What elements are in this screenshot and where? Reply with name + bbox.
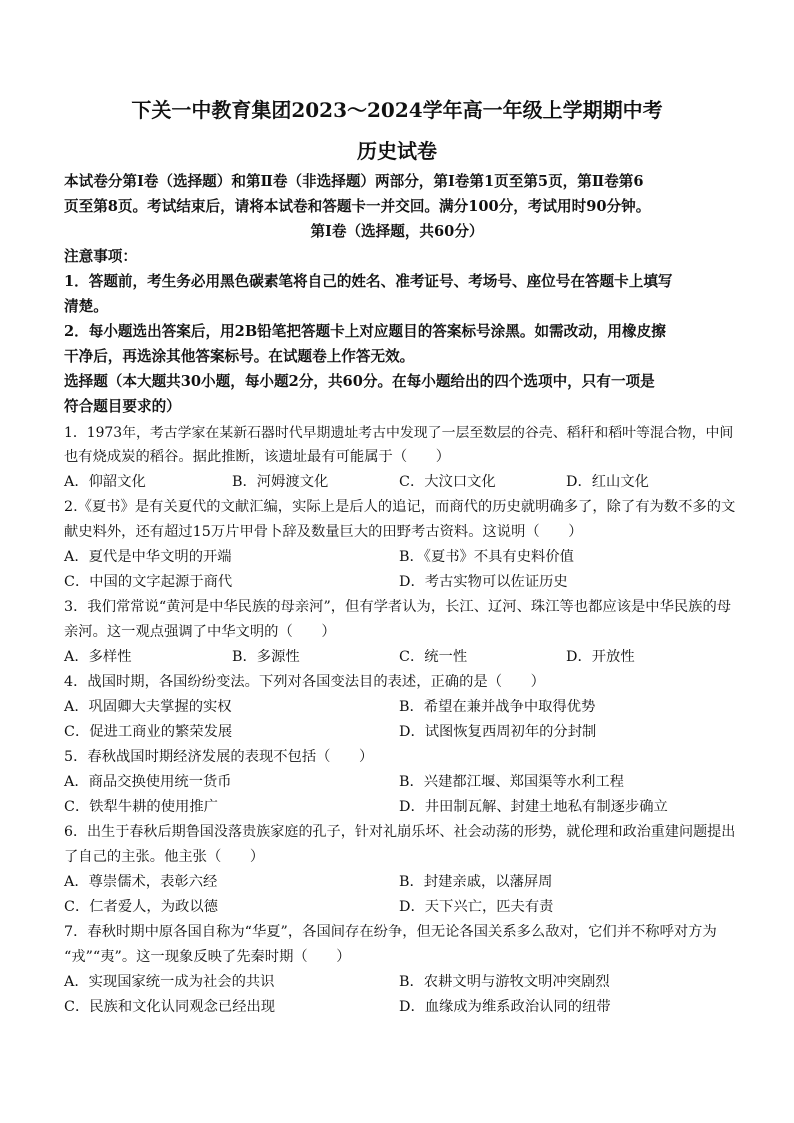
q3-option-b: B．多源性 — [232, 649, 300, 665]
q2-stem-line-2: 献史料外，还有超过15万片甲骨卜辞及数量巨大的田野考古资料。这说明（ ） — [64, 524, 583, 540]
q3-option-a: A．多样性 — [64, 649, 132, 665]
q7-option-c: C．民族和文化认同观念已经出现 — [64, 999, 276, 1015]
note-1-line-1: 1．答题前，考生务必用黑色碳素笔将自己的姓名、准考证号、考场号、座位号在答题卡上填写 — [64, 273, 673, 290]
q1-stem-line-1: 1．1973年，考古学家在某新石器时代早期遗址考古中发现了一层至数层的谷壳、稻秆和稻叶等混合物，中间 — [64, 425, 734, 441]
q5-option-b: B．兴建都江堰、郑国渠等水利工程 — [399, 774, 624, 790]
q6-option-a: A．尊崇儒术，表彰六经 — [64, 874, 218, 890]
section-line-2: 符合题目要求的） — [64, 398, 181, 415]
q2-option-b: B．《夏书》不具有史料价值 — [399, 549, 574, 565]
intro-line-2: 页至第8页。考试结束后，请将本试卷和答题卡一并交回。满分100分，考试用时90分钟。 — [64, 198, 651, 215]
exam-title: 下关一中教育集团2023～2024学年高一年级上学期期中考 — [131, 98, 663, 122]
q6-stem-line-2: 了自己的主张。他主张（ ） — [64, 849, 265, 865]
q4-option-c: C．促进工商业的繁荣发展 — [64, 724, 233, 740]
section-line-1: 选择题（本大题共30小题，每小题2分，共60分。在每小题给出的四个选项中，只有一项是 — [64, 373, 655, 390]
q5-option-a: A．商品交换使用统一货币 — [64, 774, 232, 790]
q7-option-d: D．血缘成为维系政治认同的纽带 — [399, 999, 611, 1015]
q3-option-d: D．开放性 — [566, 649, 635, 665]
q2-option-a: A．夏代是中华文明的开端 — [64, 549, 232, 565]
q2-option-c: C．中国的文字起源于商代 — [64, 574, 233, 590]
note-1-line-2: 清楚。 — [64, 298, 108, 315]
q3-stem-line-2: 亲河。这一观点强调了中华文明的（ ） — [64, 624, 336, 640]
q2-stem-line-1: 2.《夏书》是有关夏代的文献汇编，实际上是后人的追记，而商代的历史就明确多了，除了有为数不多的文 — [64, 499, 736, 515]
q4-option-d: D．试图恢复西周初年的分封制 — [399, 724, 597, 740]
q4-stem-line-1: 4．战国时期，各国纷纷变法。下列对各国变法目的表述，正确的是（ ） — [64, 674, 545, 690]
intro-line-1: 本试卷分第Ⅰ卷（选择题）和第Ⅱ卷（非选择题）两部分，第Ⅰ卷第1页至第5页，第Ⅱ卷第6 — [64, 173, 644, 190]
q1-option-a: A．仰韶文化 — [64, 474, 146, 490]
note-2-line-1: 2．每小题选出答案后，用2B铅笔把答题卡上对应题目的答案标号涂黑。如需改动，用橡皮擦 — [64, 323, 666, 340]
q6-stem-line-1: 6．出生于春秋后期鲁国没落贵族家庭的孔子，针对礼崩乐坏、社会动荡的形势，就伦理和政治重建问题提出 — [64, 824, 736, 840]
q5-stem-line-1: 5．春秋战国时期经济发展的表现不包括（ ） — [64, 749, 374, 765]
q7-stem-line-2: “戎”“夷”。这一现象反映了先秦时期（ ） — [64, 949, 351, 965]
q6-option-d: D．天下兴亡，匹夫有责 — [399, 899, 554, 915]
q2-option-d: D．考古实物可以佐证历史 — [399, 574, 568, 590]
q5-option-d: D．井田制瓦解、封建土地私有制逐步确立 — [399, 799, 668, 815]
q1-stem-line-2: 也有烧成炭的稻谷。据此推断，该遗址最有可能属于（ ） — [64, 449, 451, 465]
q3-option-c: C．统一性 — [399, 649, 468, 665]
q7-option-a: A．实现国家统一成为社会的共识 — [64, 974, 275, 990]
q6-option-c: C．仁者爱人，为政以德 — [64, 899, 218, 915]
q7-option-b: B．农耕文明与游牧文明冲突剧烈 — [399, 974, 610, 990]
q7-stem-line-1: 7．春秋时期中原各国自称为“华夏”，各国间存在纷争，但无论各国关系多么敌对，它们并不称呼对方为 — [64, 924, 717, 940]
q3-stem-line-1: 3．我们常常说“黄河是中华民族的母亲河”，但有学者认为，长江、辽河、珠江等也都应该是中华民族的母 — [64, 599, 732, 615]
q4-option-b: B．希望在兼并战争中取得优势 — [399, 699, 596, 715]
part-heading: 第Ⅰ卷（选择题，共60分） — [310, 223, 484, 240]
notes-heading: 注意事项： — [64, 248, 137, 265]
exam-subtitle: 历史试卷 — [357, 139, 437, 163]
q1-option-d: D．红山文化 — [566, 474, 649, 490]
q5-option-c: C．铁犁牛耕的使用推广 — [64, 799, 218, 815]
note-2-line-2: 干净后，再选涂其他答案标号。在试题卷上作答无效。 — [64, 348, 415, 365]
q6-option-b: B．封建亲戚，以藩屏周 — [399, 874, 553, 890]
q1-option-b: B．河姆渡文化 — [232, 474, 329, 490]
q1-option-c: C．大汶口文化 — [399, 474, 496, 490]
q4-option-a: A．巩固卿大夫掌握的实权 — [64, 699, 232, 715]
